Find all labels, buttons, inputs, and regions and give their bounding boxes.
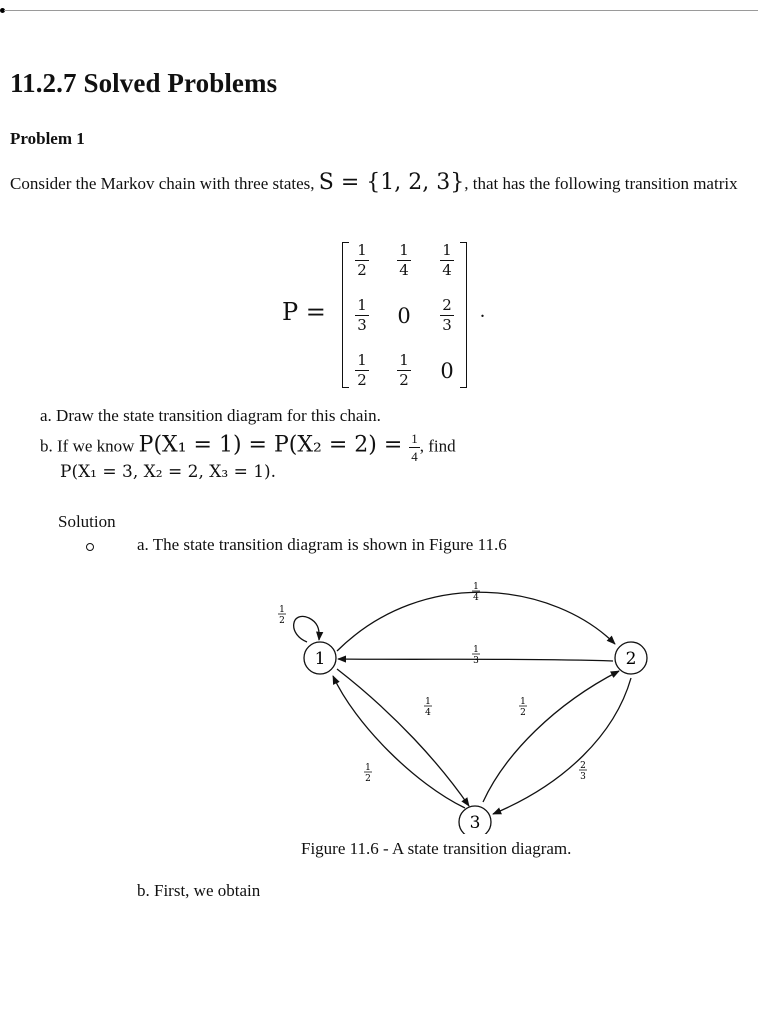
svg-text:3: 3 bbox=[580, 772, 586, 782]
solution-part-b: b. First, we obtain bbox=[137, 881, 261, 900]
state-set: S = {1, 2, 3} bbox=[318, 170, 465, 195]
matrix-cell: $\frac{1}{2}$ bbox=[357, 351, 367, 389]
horizontal-rule bbox=[4, 10, 758, 11]
section-title: 11.2.7 Solved Problems bbox=[10, 68, 278, 98]
matrix-right-bracket bbox=[460, 242, 467, 388]
matrix-cell: $\frac{1}{4}$ bbox=[399, 241, 409, 279]
task-b-fraction: $\frac{1}{4}$ bbox=[411, 431, 418, 464]
matrix-cell: $\frac{1}{2}$ bbox=[399, 351, 409, 389]
problem-intro bbox=[10, 170, 766, 196]
matrix-cell: $\frac{2}{3}$ bbox=[442, 296, 452, 334]
edge-label-2-3 bbox=[579, 761, 587, 782]
state-transition-diagram bbox=[265, 574, 650, 834]
edge-2-3 bbox=[493, 678, 631, 814]
svg-text:2: 2 bbox=[279, 616, 285, 626]
solution-label: Solution bbox=[58, 512, 116, 531]
state-node-3 bbox=[459, 806, 491, 834]
task-b bbox=[40, 432, 456, 463]
task-a: a. Draw the state transition diagram for this chain. bbox=[40, 406, 381, 425]
svg-text:1: 1 bbox=[520, 697, 526, 707]
matrix-period: . bbox=[480, 300, 485, 322]
task-b-suffix: , find bbox=[419, 436, 456, 456]
svg-text:1: 1 bbox=[473, 645, 479, 655]
matrix-cell: $\frac{1}{2}$ bbox=[357, 241, 367, 279]
edge-label-1-1 bbox=[278, 605, 286, 626]
matrix-left-bracket bbox=[342, 242, 349, 388]
svg-text:2: 2 bbox=[580, 761, 586, 771]
matrix-cell: 0 bbox=[440, 359, 454, 383]
svg-text:3: 3 bbox=[473, 656, 479, 666]
matrix-cell: $\frac{1}{4}$ bbox=[442, 241, 452, 279]
svg-text:2: 2 bbox=[520, 708, 526, 718]
intro-text-after: , that has the following transition matrix bbox=[464, 174, 738, 193]
edge-label-2-1 bbox=[472, 645, 480, 666]
state-node-1 bbox=[304, 642, 336, 674]
state-node-2 bbox=[615, 642, 647, 674]
edge-1-3 bbox=[337, 669, 469, 806]
svg-text:4: 4 bbox=[473, 593, 479, 603]
matrix-label: P = bbox=[282, 298, 326, 326]
svg-text:3: 3 bbox=[469, 813, 481, 833]
svg-text:2: 2 bbox=[625, 649, 637, 669]
svg-text:1: 1 bbox=[473, 582, 479, 592]
list-bullet bbox=[86, 543, 94, 551]
task-b-target: P(X₁ = 3, X₂ = 2, X₃ = 1). bbox=[60, 462, 277, 482]
edge-3-1 bbox=[333, 676, 465, 808]
svg-text:1: 1 bbox=[314, 649, 326, 669]
figure-caption: Figure 11.6 - A state transition diagram. bbox=[301, 839, 572, 858]
svg-text:1: 1 bbox=[425, 697, 431, 707]
intro-text-before: Consider the Markov chain with three states, bbox=[10, 174, 319, 193]
svg-text:2: 2 bbox=[365, 774, 371, 784]
svg-text:1: 1 bbox=[279, 605, 285, 615]
edge-label-1-3 bbox=[424, 697, 432, 718]
edge-label-3-1 bbox=[364, 763, 372, 784]
matrix-cell: 0 bbox=[397, 304, 411, 328]
svg-text:4: 4 bbox=[425, 708, 431, 718]
task-b-math: P(X₁ = 1) = P(X₂ = 2) = bbox=[138, 432, 410, 458]
edge-label-3-2 bbox=[519, 697, 527, 718]
matrix-cell: $\frac{1}{3}$ bbox=[357, 296, 367, 334]
problem-heading: Problem 1 bbox=[10, 129, 85, 148]
solution-part-a: a. The state transition diagram is shown in Figure 11.6 bbox=[137, 535, 507, 554]
edge-label-1-2 bbox=[472, 582, 480, 603]
svg-text:1: 1 bbox=[365, 763, 371, 773]
edge-1-1 bbox=[294, 616, 320, 642]
task-b-prefix: b. If we know bbox=[40, 436, 139, 456]
